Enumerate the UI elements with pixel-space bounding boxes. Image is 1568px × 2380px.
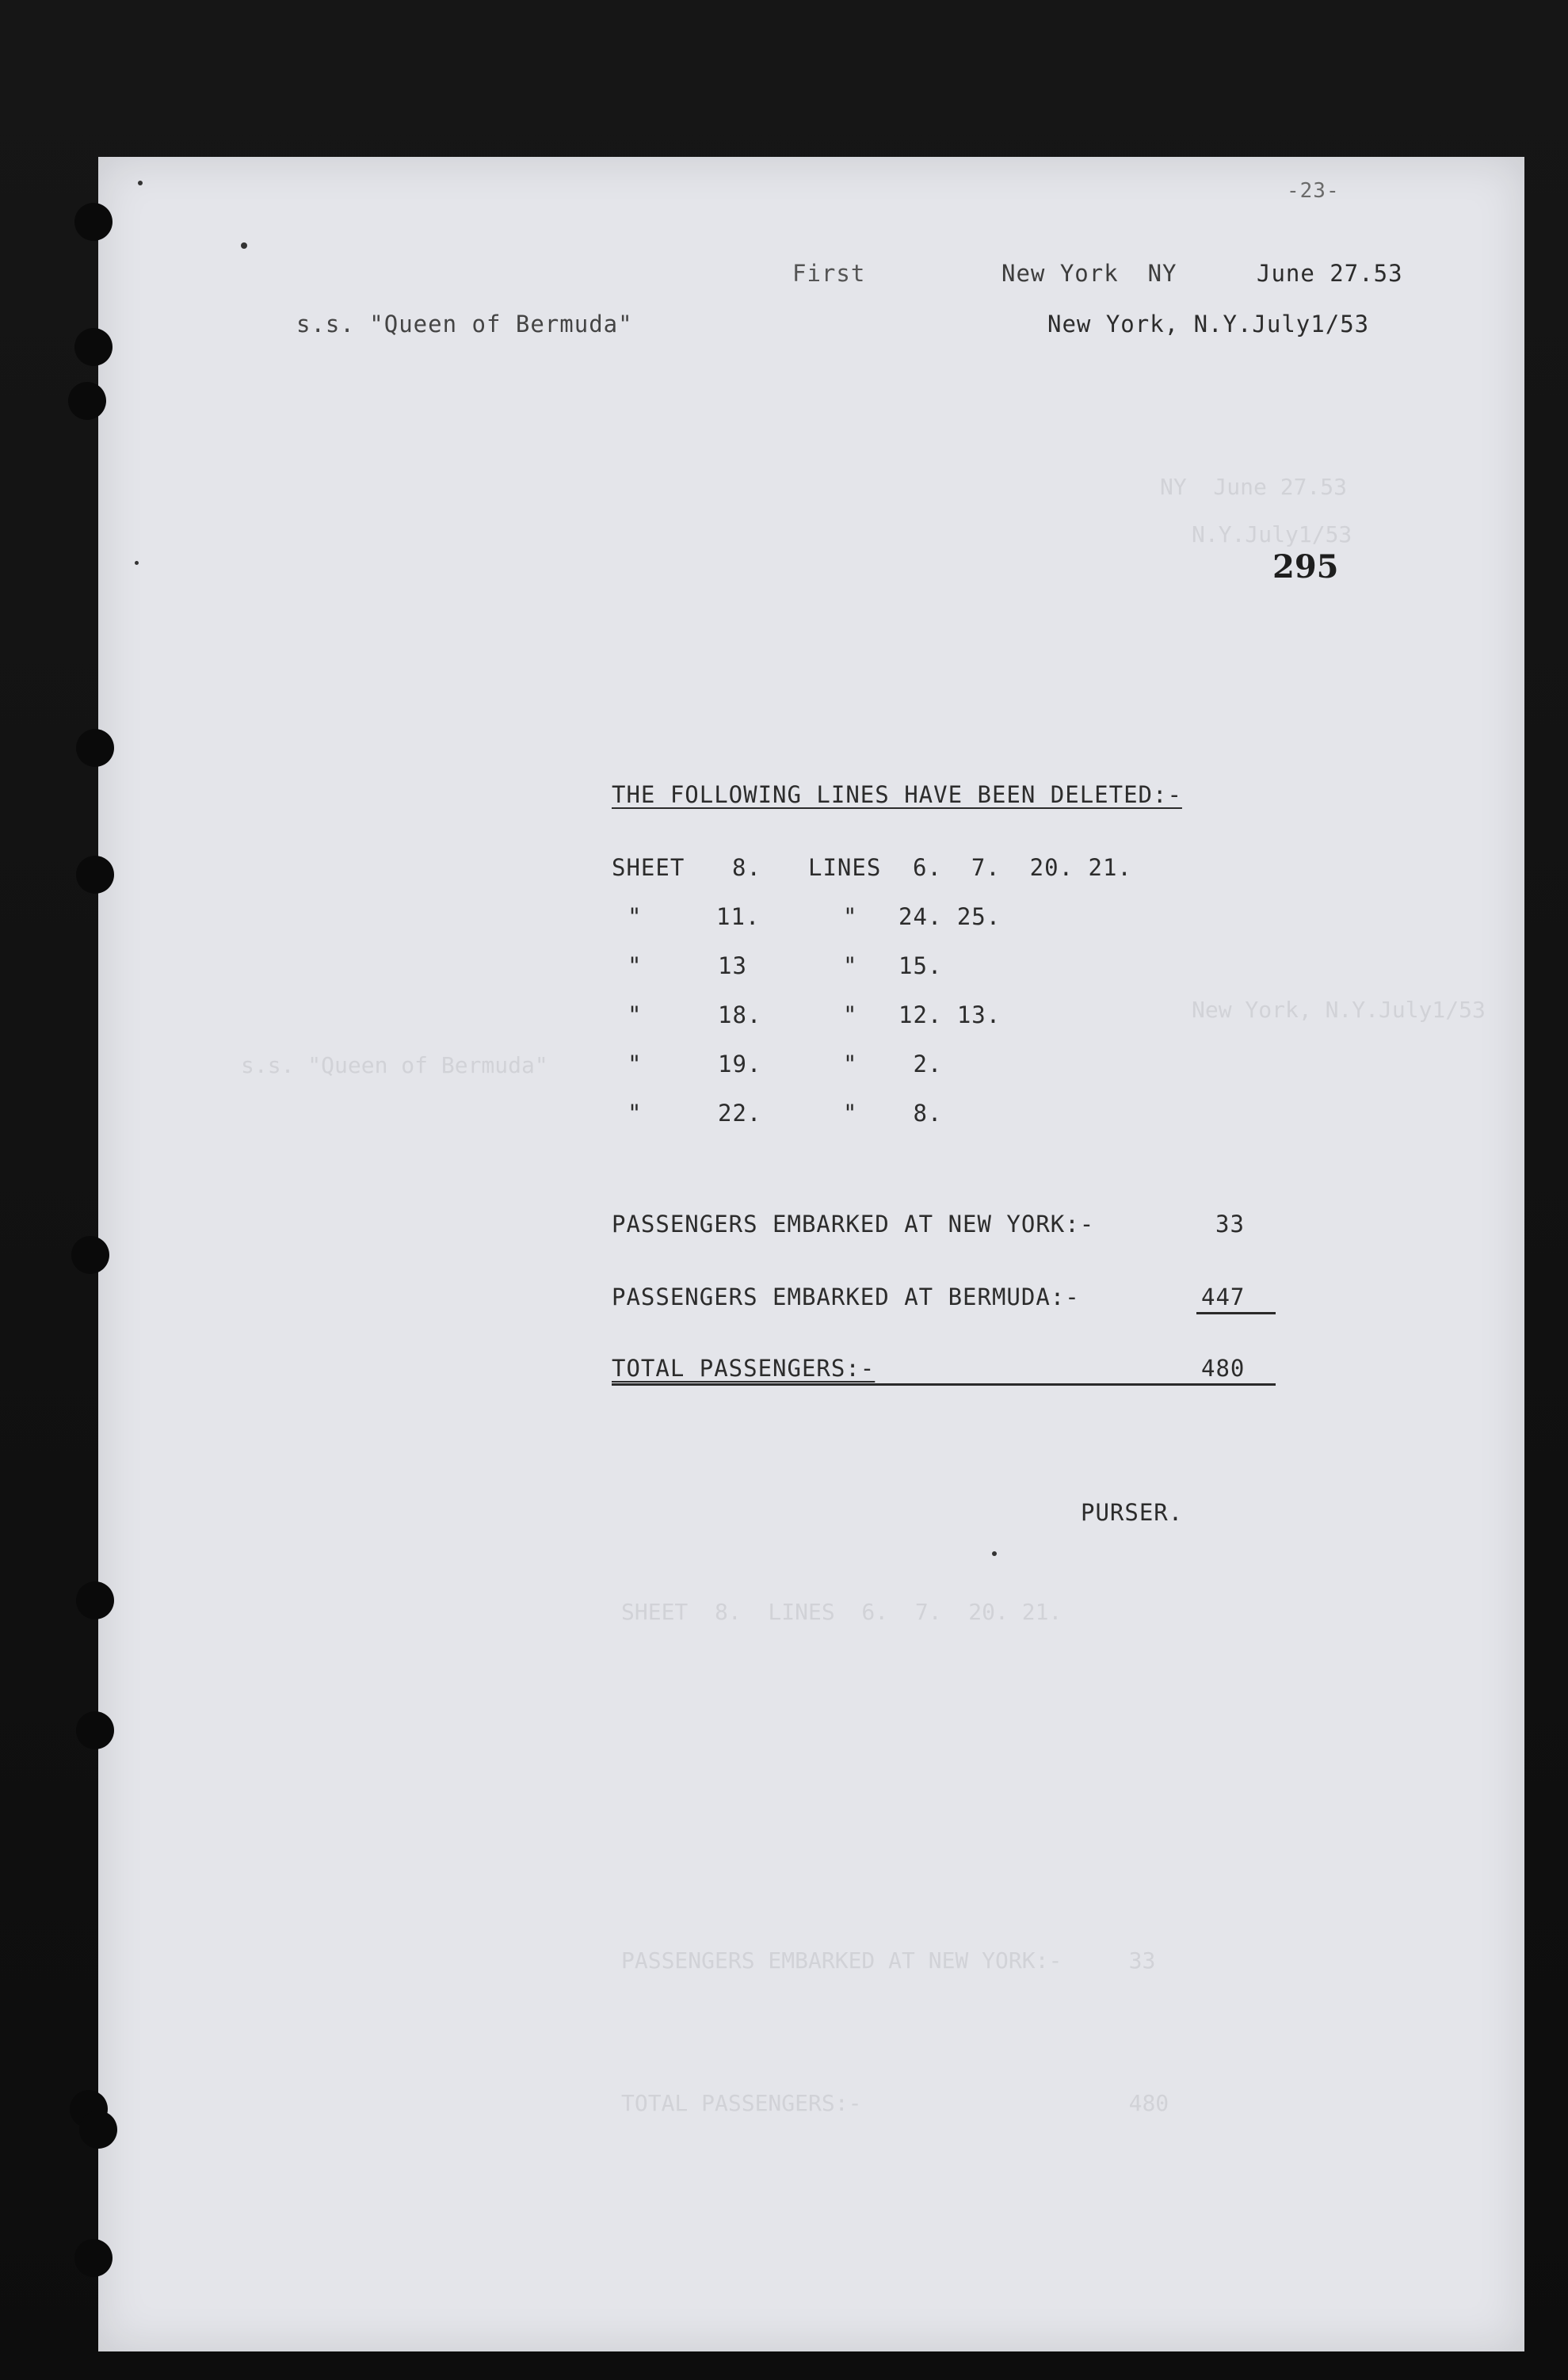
page-number: -23- xyxy=(1287,179,1340,203)
arrival-port-date: New York, N.Y.July1/53 xyxy=(1047,311,1370,338)
punch-hole xyxy=(76,1581,114,1619)
ny-embarked-value: 33 xyxy=(1215,1211,1245,1238)
bleed-through: TOTAL PASSENGERS:- 480 xyxy=(621,2090,1169,2116)
bleed-through: SHEET 8. LINES 6. 7. 20. 21. xyxy=(621,1599,1063,1625)
line-numbers: 24. 25. xyxy=(898,903,1001,930)
bleed-through: s.s. "Queen of Bermuda" xyxy=(241,1052,548,1078)
line-numbers: 15. xyxy=(898,952,943,979)
sheet-number: 11. xyxy=(716,903,761,930)
lines-label: " xyxy=(843,952,858,979)
sheet-number: 13 xyxy=(718,952,747,979)
total-rule xyxy=(612,1383,1276,1386)
bleed-through: New York, N.Y.July1/53 xyxy=(1192,997,1486,1023)
line-numbers: 2. xyxy=(898,1051,943,1077)
stamp-number: 295 xyxy=(1272,548,1339,585)
ship-name: s.s. "Queen of Bermuda" xyxy=(296,311,633,338)
sheet-number: 22. xyxy=(718,1100,762,1127)
lines-label: " xyxy=(843,1100,858,1127)
ink-speck xyxy=(992,1551,997,1556)
sheet-label: " xyxy=(628,1100,643,1127)
bleed-through: PASSENGERS EMBARKED AT NEW YORK:- 33 xyxy=(621,1947,1156,1974)
sheet-label: " xyxy=(628,952,643,979)
line-numbers: 6. 7. 20. 21. xyxy=(913,854,1132,881)
total-passengers-value: 480 xyxy=(1201,1355,1246,1382)
line-numbers: 12. 13. xyxy=(898,1001,1001,1028)
bermuda-embarked-label: PASSENGERS EMBARKED AT BERMUDA:- xyxy=(612,1283,1080,1310)
ny-embarked-label: PASSENGERS EMBARKED AT NEW YORK:- xyxy=(612,1211,1095,1238)
ink-speck xyxy=(135,561,139,565)
punch-hole xyxy=(76,856,114,894)
bleed-through: N.Y.July1/53 xyxy=(1192,521,1352,547)
line-numbers: 8. xyxy=(898,1100,943,1127)
sheet-label: " xyxy=(628,1051,643,1077)
sum-rule xyxy=(1196,1312,1276,1314)
punch-hole xyxy=(76,729,114,767)
lines-label: " xyxy=(843,903,858,930)
punch-hole xyxy=(74,2239,113,2277)
sheet-number: 18. xyxy=(718,1001,762,1028)
document-page xyxy=(98,157,1524,2351)
punch-hole xyxy=(74,203,113,241)
lines-label: " xyxy=(843,1001,858,1028)
bleed-through: NY June 27.53 xyxy=(1160,474,1348,500)
lines-label: LINES xyxy=(808,854,882,881)
sheet-number: 19. xyxy=(718,1051,762,1077)
ink-speck xyxy=(241,242,247,249)
lines-label: " xyxy=(843,1051,858,1077)
class-label: First xyxy=(792,260,866,287)
deleted-heading: THE FOLLOWING LINES HAVE BEEN DELETED:- xyxy=(612,781,1182,808)
punch-hole xyxy=(74,328,113,366)
punch-hole xyxy=(71,1236,109,1274)
total-passengers-label: TOTAL PASSENGERS:- xyxy=(612,1355,876,1382)
bermuda-embarked-value: 447 xyxy=(1201,1283,1246,1310)
departure-date: June 27.53 xyxy=(1257,260,1403,287)
punch-hole xyxy=(79,2111,117,2149)
punch-hole xyxy=(76,1711,114,1749)
sheet-label: SHEET xyxy=(612,854,685,881)
departure-port: New York NY xyxy=(1001,260,1177,287)
ink-speck xyxy=(138,181,143,185)
sheet-label: " xyxy=(628,903,643,930)
punch-hole xyxy=(68,382,106,420)
purser-signature: PURSER. xyxy=(1081,1499,1184,1526)
sheet-label: " xyxy=(628,1001,643,1028)
sheet-number: 8. xyxy=(732,854,761,881)
